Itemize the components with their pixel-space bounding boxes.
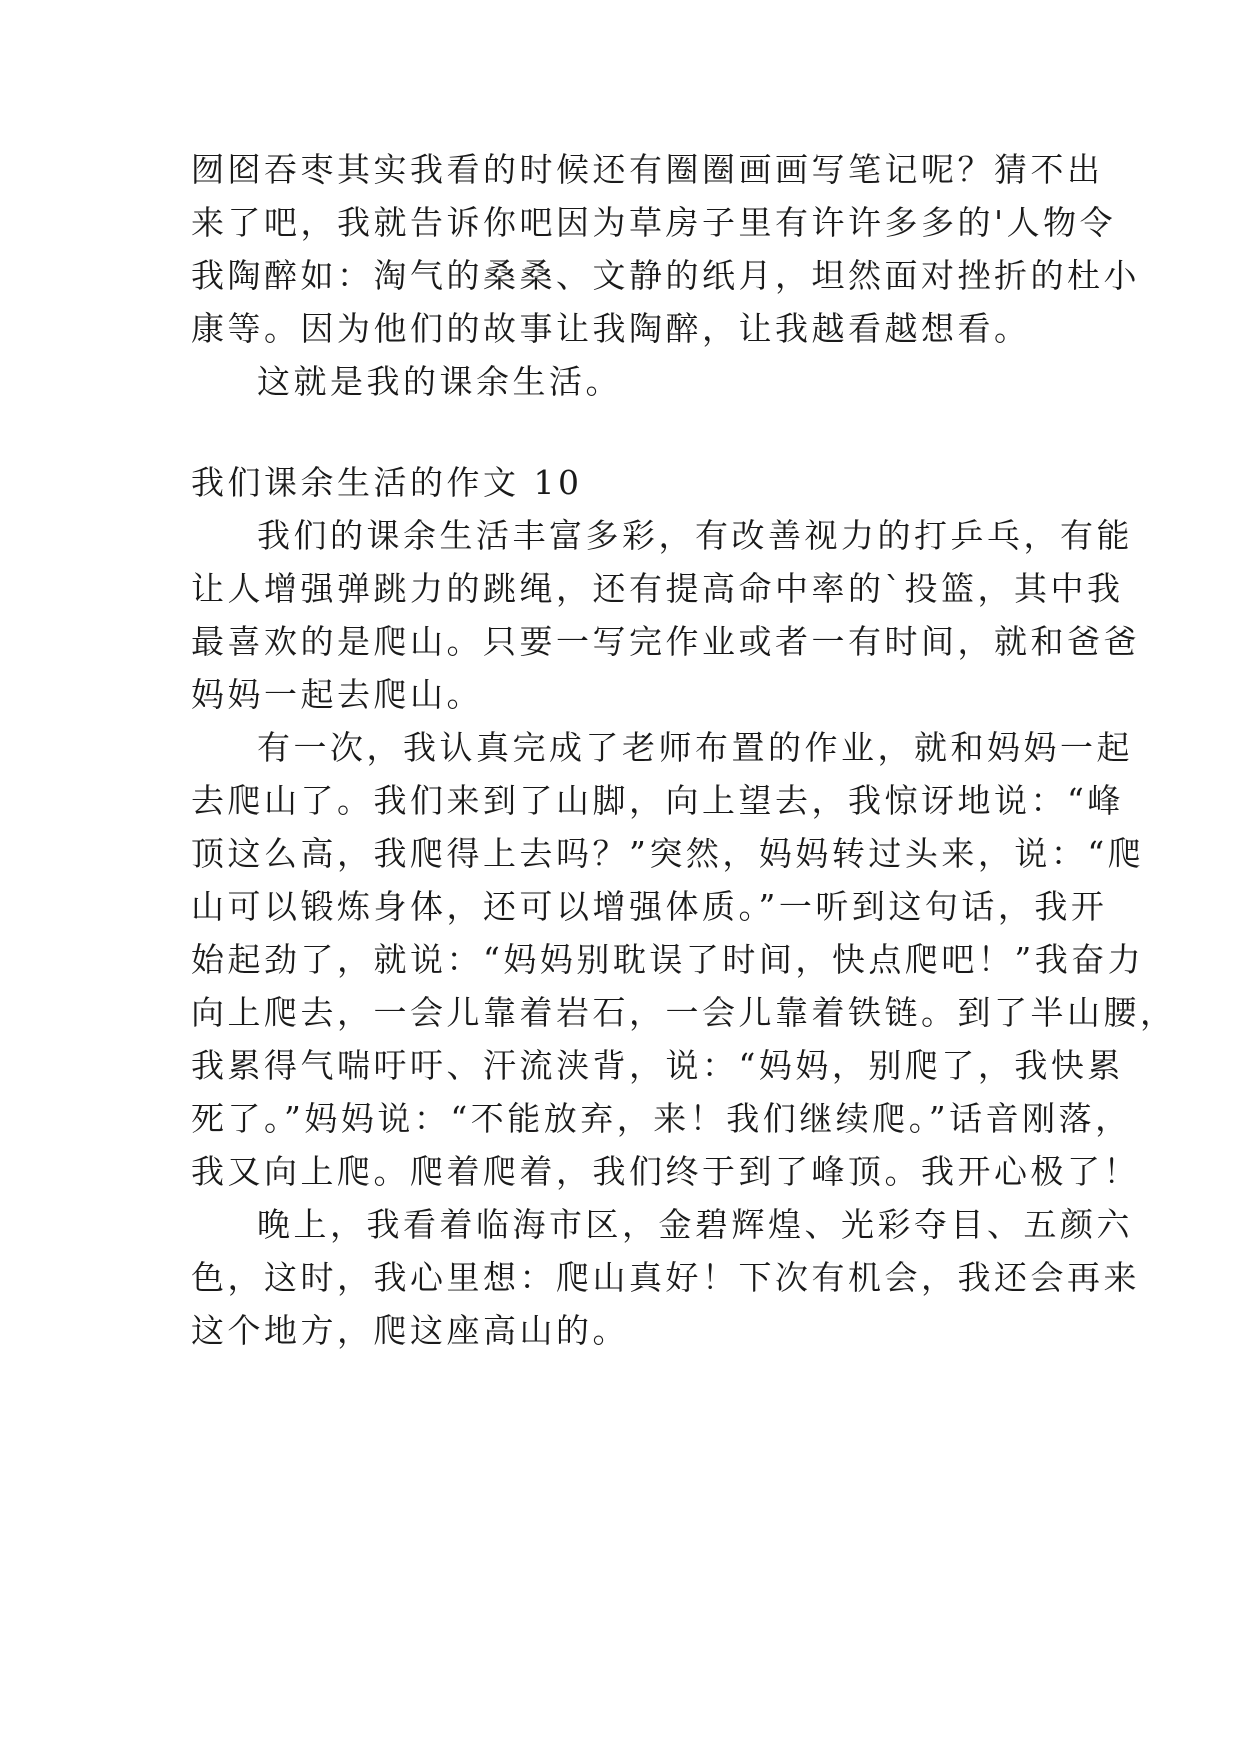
text-line: 最喜欢的是爬山。只要一写完作业或者一有时间，就和爸爸 — [191, 622, 1140, 661]
text-line: 来了吧，我就告诉你吧因为草房子里有许许多多的'人物令 — [191, 203, 1117, 242]
text-line: 让人增强弹跳力的跳绳，还有提高命中率的`投篮，其中我 — [191, 569, 1124, 608]
text-line: 始起劲了，就说：“妈妈别耽误了时间，快点爬吧！”我奋力 — [191, 940, 1145, 979]
text-line: 晚上，我看着临海市区，金碧辉煌、光彩夺目、五颜六 — [257, 1205, 1133, 1244]
text-line: 山可以锻炼身体，还可以增强体质。”一听到这句话，我开 — [191, 887, 1108, 926]
text-line: 我陶醉如：淘气的桑桑、文静的纸月，坦然面对挫折的杜小 — [191, 256, 1140, 295]
text-line: 色，这时，我心里想：爬山真好！下次有机会，我还会再来 — [191, 1258, 1140, 1297]
text-line: 妈妈一起去爬山。 — [191, 675, 483, 714]
text-line: 这个地方，爬这座高山的。 — [191, 1311, 629, 1350]
essay-title: 我们课余生活的作文 10 — [191, 463, 583, 502]
text-line: 我们的课余生活丰富多彩，有改善视力的打乒乓，有能 — [257, 516, 1133, 555]
text-line: 我又向上爬。爬着爬着，我们终于到了峰顶。我开心极了！ — [191, 1152, 1140, 1191]
text-line: 死了。”妈妈说：“不能放弃，来！我们继续爬。”话音刚落， — [191, 1099, 1132, 1138]
text-line: 顶这么高，我爬得上去吗？”突然，妈妈转过头来，说：“爬 — [191, 834, 1145, 873]
text-line: 有一次，我认真完成了老师布置的作业，就和妈妈一起 — [257, 728, 1133, 767]
text-line: 去爬山了。我们来到了山脚，向上望去，我惊讶地说：“峰 — [191, 781, 1124, 820]
text-line: 康等。因为他们的故事让我陶醉，让我越看越想看。 — [191, 309, 1031, 348]
text-line: 向上爬去，一会儿靠着岩石，一会儿靠着铁链。到了半山腰， — [191, 993, 1177, 1032]
closing-line: 这就是我的课余生活。 — [257, 362, 622, 401]
text-line: 我累得气喘吁吁、汗流浃背，说：“妈妈，别爬了，我快累 — [191, 1046, 1124, 1085]
text-line: 囫囵吞枣其实我看的时候还有圈圈画画写笔记呢？猜不出 — [191, 150, 1104, 189]
